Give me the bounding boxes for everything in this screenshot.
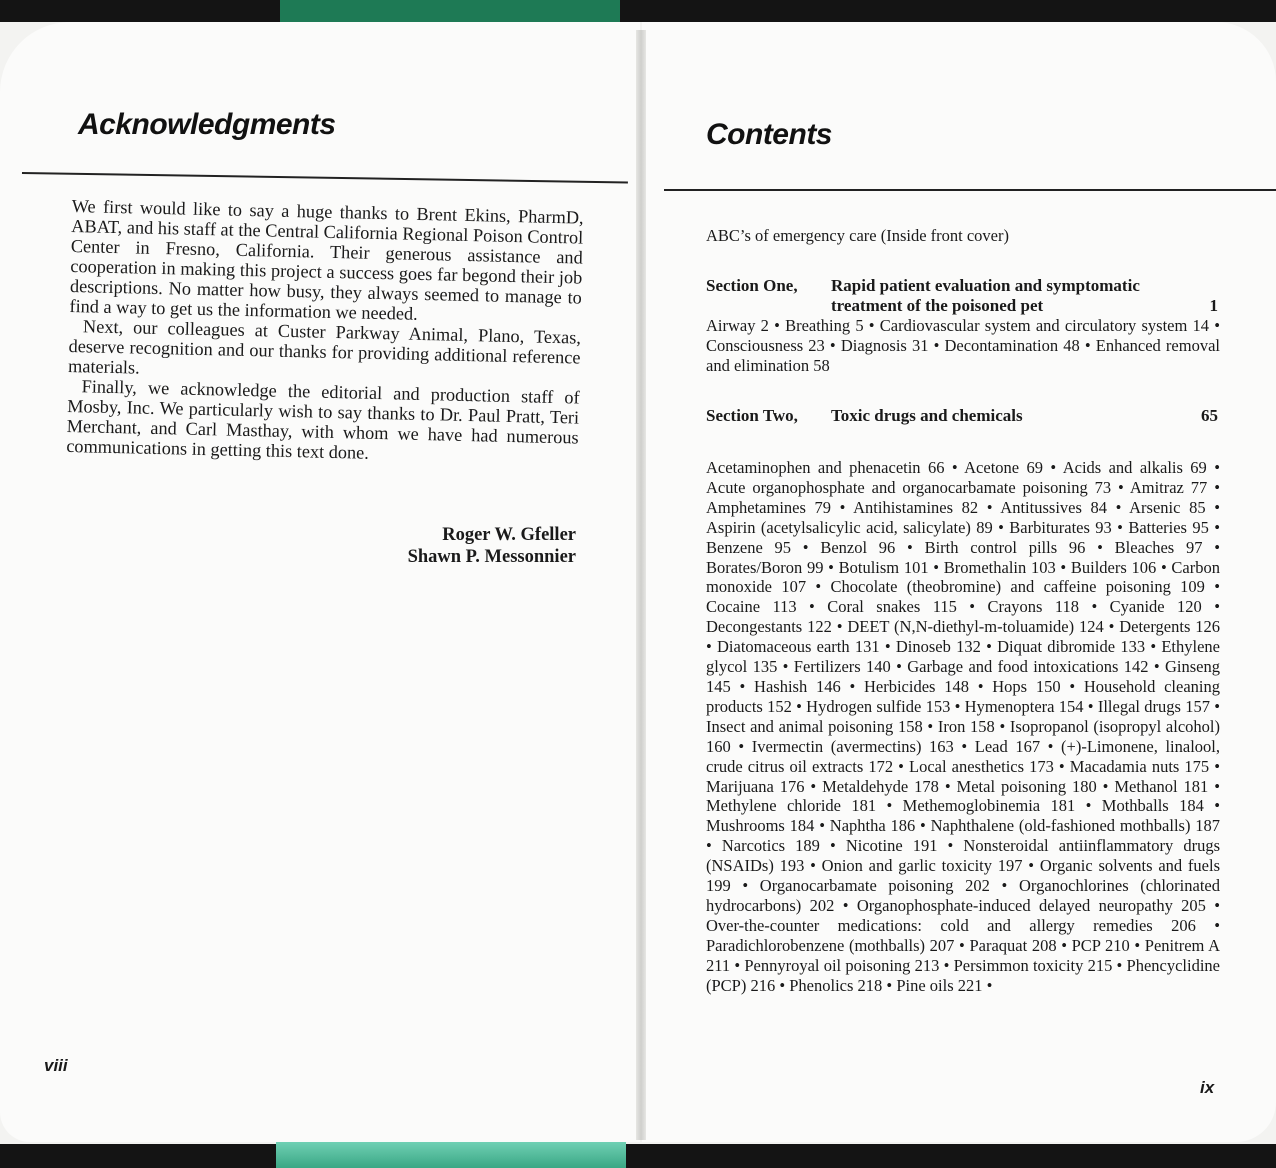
page-number-right: ix [1200, 1078, 1215, 1097]
section-title: Rapid patient evaluation and symptomatic treatment of the poisoned pet [831, 276, 1140, 315]
bookmark-ribbon-bottom [276, 1142, 626, 1168]
author-name: Shawn P. Messonnier [407, 547, 576, 567]
left-page [0, 22, 640, 1142]
toc-section-two [706, 406, 1218, 426]
paragraph: Next, our colleagues at Custer Parkway Animal, Plano, Texas, deserve recognition and our thanks for providing additional reference materials. [67, 316, 582, 378]
book-gutter [636, 30, 646, 1140]
toc-intro: ABC’s of emergency care (Inside front cover) [706, 226, 1009, 245]
toc-section-one-entries: Airway 2 • Breathing 5 • Cardiovascular system and circulatory system 14 • Consciousness 23 • Diagnosis 31 • Decontamination 48 • Enhanced removal and elimination 58 [706, 316, 1220, 375]
author-signatures [340, 524, 576, 568]
section-page-number: 65 [1201, 406, 1218, 425]
acknowledgments-heading: Acknowledgments [78, 108, 336, 141]
contents-heading: Contents [706, 118, 832, 151]
acknowledgments-text [66, 196, 584, 468]
paragraph: We first would like to say a huge thanks to Brent Ekins, PharmD, ABAT, and his staff at the Central California Regional Poison Control Center in Fresno, California. Their generous assistance and cooperation in making this project a success goes far begond their job descriptions. No matter how busy, they always seemed to manage to find a way to get us the information we needed. [69, 196, 584, 324]
section-label: Section Two, [706, 406, 798, 425]
toc-section-two-entries: Acetaminophen and phenacetin 66 • Acetone 69 • Acids and alkalis 69 • Acute organophosphate and organocarbamate poisoning 73 • Amitraz 77 • Amphetamines 79 • Antihistamines 82 • Antitussives 84 • Arsenic 85 • Aspirin (acetylsalicylic acid, salicylate) 89 • Barbiturates 93 • Batteries 95 • Benzene 95 • Benzol 96 • Birth control pills 96 • Bleaches 97 • Borates/Boron 99 • Botulism 101 • Bromethalin 103 • Builders 106 • Carbon monoxide 107 • Chocolate (theobromine) and caffeine poisoning 109 • Cocaine 113 • Coral snakes 115 • Crayons 118 • Cyanide 120 • Decongestants 122 • DEET (N,N-diethyl-m-toluamide) 124 • Detergents 126 • Diatomaceous earth 131 • Dinoseb 132 • Diquat dibromide 133 • Ethylene glycol 135 • Fertilizers 140 • Garbage and food intoxications 142 • Ginseng 145 • Hashish 146 • Herbicides 148 • Hops 150 • Household cleaning products 152 • Hydrogen sulfide 153 • Hymenoptera 154 • Illegal drugs 157 • Insect and animal poisoning 158 • Iron 158 • Isopropanol (isopropyl alcohol) 160 • Ivermectin (avermectins) 163 • Lead 167 • (+)-Limonene, linalool, crude citrus oil extracts 172 • Local anesthetics 173 • Macadamia nuts 175 • Marijuana 176 • Metaldehyde 178 • Metal poisoning 180 • Methanol 181 • Methylene chloride 181 • Methemoglobinemia 181 • Mothballs 184 • Mushrooms 184 • Naphtha 186 • Naphthalene (old-fashioned mothballs) 187 • Narcotics 189 • Nicotine 191 • Nonsteroidal antiinflammatory drugs (NSAIDs) 193 • Onion and garlic toxicity 197 • Organic solvents and fuels 199 • Organocarbamate poisoning 202 • Organochlorines (chlorinated hydrocarbons) 202 • Organophosphate-induced delayed neuropathy 205 • Over-the-counter medications: cold and allergy remedies 206 • Paradichlorobenzene (mothballs) 207 • Paraquat 208 • PCP 210 • Penitrem A 211 • Pennyroyal oil poisoning 213 • Persimmon toxicity 215 • Phencyclidine (PCP) 216 • Phenolics 218 • Pine oils 221 • [706, 458, 1220, 995]
paragraph: Finally, we acknowledge the editorial and production staff of Mosby, Inc. We particularly wish to say thanks to Dr. Paul Pratt, Teri Merchant, and Carl Masthay, with whom we have had numerous communications in getting this text done. [66, 376, 580, 463]
author-name: Roger W. Gfeller [442, 525, 576, 545]
section-page-number: 1 [1209, 296, 1218, 315]
heading-rule [664, 189, 1276, 191]
section-title: Toxic drugs and chemicals [831, 406, 1023, 425]
toc-section-one [706, 276, 1218, 316]
page-number-left: viii [44, 1056, 68, 1075]
section-label: Section One, [706, 276, 798, 295]
